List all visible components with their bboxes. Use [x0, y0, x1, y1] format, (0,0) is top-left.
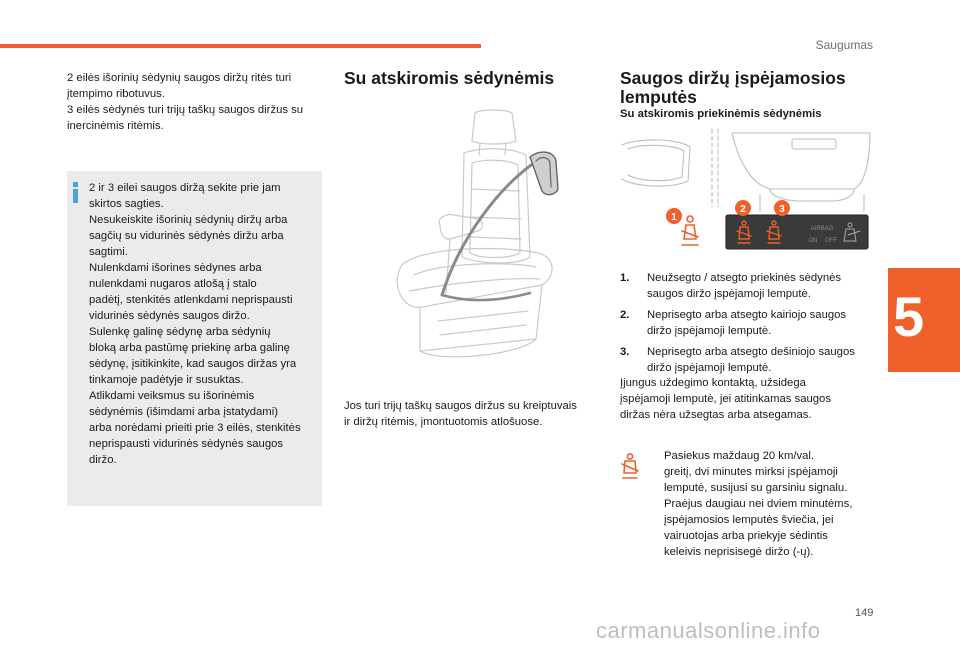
list-item	[620, 344, 882, 376]
panel-marker-2: 2	[740, 204, 746, 215]
info-text	[89, 180, 317, 468]
text-line: padėtį, stenkitės atlenkdami neprispausti	[89, 294, 293, 306]
seatbelt-warning-icon	[620, 453, 640, 481]
text-line: Praėjus daugiau nei dviem minutėms,	[664, 498, 853, 510]
intro-paragraph	[67, 70, 325, 134]
text-line: diržo įspėjamoji lemputė.	[647, 325, 772, 337]
text-line: Neužsegto / atsegto priekinės sėdynės	[647, 272, 842, 284]
section-heading	[620, 69, 890, 107]
text-line: neprispausti vidurinės sėdynės saugos	[89, 438, 284, 450]
airbag-on-label: ON	[808, 238, 818, 244]
text-line: Neprisegto arba atsegto dešiniojo saugos	[647, 346, 855, 358]
list-item	[620, 307, 882, 339]
text-line: sėdynėmis (išimdami arba įstatydami)	[89, 406, 278, 418]
text-line: arba norėdami prieiti prie 3 eilės, stenkitės	[89, 422, 301, 434]
airbag-off-label: OFF	[825, 238, 837, 244]
text-line: lemputė, susijusi su garsiniu signalu.	[664, 482, 848, 494]
text-line: vidurinės sėdynės saugos diržo.	[89, 310, 250, 322]
list-number: 2.	[620, 309, 630, 321]
warning-lamp-panel	[620, 127, 872, 253]
airbag-label: AIRBAG	[810, 226, 834, 232]
text-line: ir diržų ritėmis, įmontuotomis atlošuose.	[344, 416, 543, 428]
text-line: diržo įspėjamoji lemputė.	[647, 362, 772, 374]
panel-marker-1: 1	[671, 212, 677, 223]
text-line: įspėjamosios lemputės šviečia, jei	[664, 514, 834, 526]
header-accent-bar	[0, 44, 481, 48]
text-line: keleivis neprisisegė diržo (-ų).	[664, 546, 814, 558]
text-line: greitį, dvi minutes mirksi įspėjamoji	[664, 466, 838, 478]
info-icon	[73, 182, 78, 203]
text-line: Atlikdami veiksmus su išorinėmis	[89, 390, 255, 402]
text-line: saugos diržo įspėjamoji lemputė.	[647, 288, 811, 300]
text-line: sėdynę, įsitikinkite, kad saugos diržas yra	[89, 358, 297, 370]
watermark-link[interactable]: carmanualsonline.info	[596, 618, 821, 643]
text-line: Sulenkę galinę sėdynę arba sėdynių	[89, 326, 271, 338]
text-line: Įjungus uždegimo kontaktą, užsidega	[620, 377, 806, 389]
warning-text	[664, 448, 884, 560]
text-line: įspėjamoji lemputė, jei atitinkamas saugos	[620, 393, 831, 405]
list-number: 3.	[620, 346, 630, 358]
text-line: 2 eilės išorinių sėdynių saugos diržų ritės turi	[67, 72, 292, 84]
text-line: sagtimi.	[89, 246, 128, 258]
text-line: Jos turi trijų taškų saugos diržus su kreiptuvais	[344, 400, 577, 412]
text-line: 2 ir 3 eilei saugos diržą sekite prie jam	[89, 182, 281, 194]
text-line: įtempimo ribotuvus.	[67, 88, 165, 100]
text-line: sagčių su vidurinės sėdynės diržu arba	[89, 230, 284, 242]
section-title: Saugumas	[815, 38, 873, 52]
panel-marker-3: 3	[779, 204, 785, 215]
text-line: 3 eilės sėdynės turi trijų taškų saugos diržus su	[67, 104, 304, 116]
text-line: diržo.	[89, 454, 117, 466]
text-line: nulenkdami nugaros atlošą į stalo	[89, 278, 257, 290]
text-line: vairuotojas arba priekyje sėdintis	[664, 530, 828, 542]
seat-illustration	[380, 107, 590, 379]
section-heading: Su atskiromis sėdynėmis	[344, 68, 555, 88]
text-line: Nesukeiskite išorinių sėdynių diržų arba	[89, 214, 288, 226]
text-line: diržas nėra užsegtas arba atsegamas.	[620, 409, 812, 421]
chapter-number: 5	[893, 285, 925, 348]
page-number: 149	[855, 607, 874, 619]
text-line: tinkamoje padėtyje ir susuktas.	[89, 374, 244, 386]
heading-line: Saugos diržų įspėjamosios	[620, 68, 846, 88]
list-item	[620, 270, 882, 302]
lamp-list	[620, 270, 882, 381]
heading-line: lemputės	[620, 87, 697, 107]
text-line: Pasiekus maždaug 20 km/val.	[664, 450, 815, 462]
seat-caption	[344, 398, 606, 430]
text-line: bloką arba pastūmę priekinę arba galinę	[89, 342, 290, 354]
info-box	[67, 171, 322, 506]
list-number: 1.	[620, 272, 630, 284]
text-line: Neprisegto arba atsegto kairiojo saugos	[647, 309, 847, 321]
text-line: Nulenkdami išorines sėdynes arba	[89, 262, 262, 274]
text-line: skirtos sagties.	[89, 198, 164, 210]
text-line: inercinėmis ritėmis.	[67, 120, 164, 132]
ignition-paragraph	[620, 375, 882, 423]
subheading: Su atskiromis priekinėmis sėdynėmis	[620, 108, 822, 120]
